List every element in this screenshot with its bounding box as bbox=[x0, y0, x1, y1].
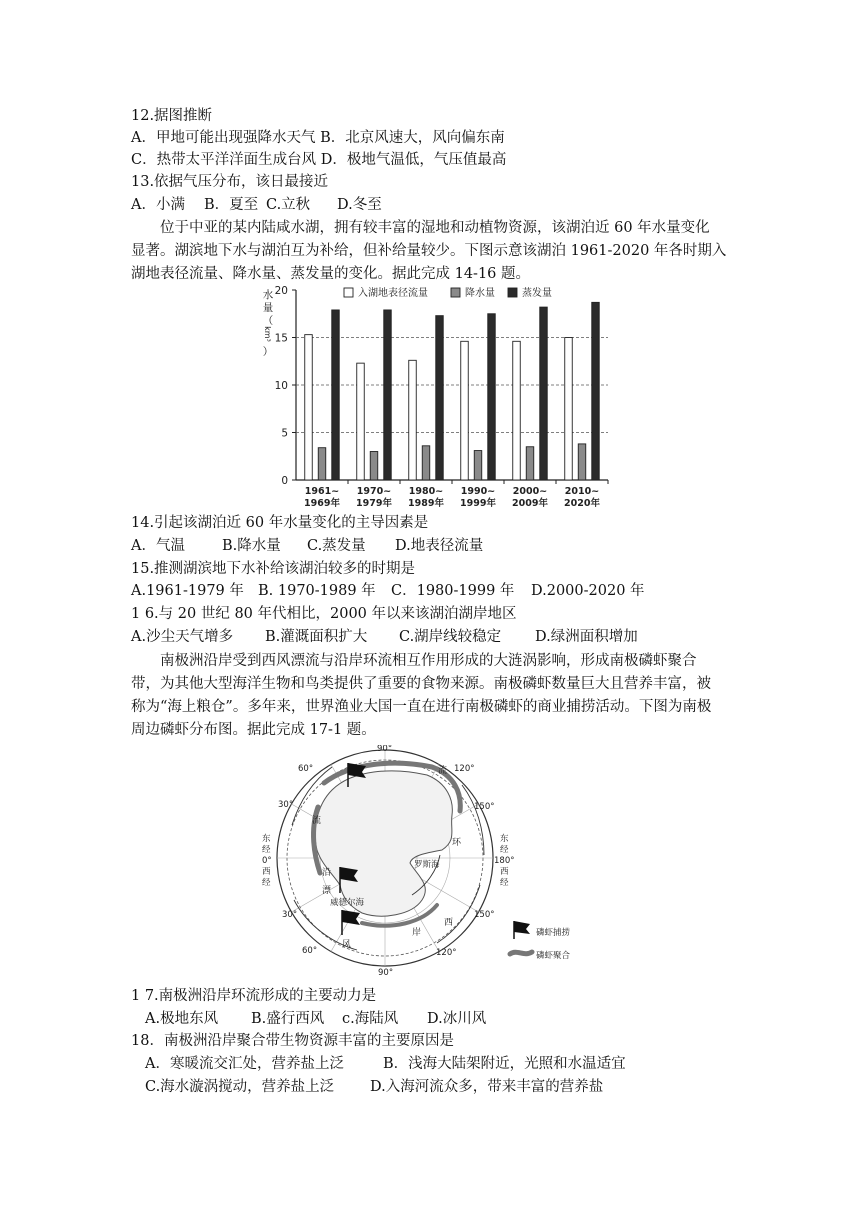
q17-option-c: c.海陆风 bbox=[342, 1011, 399, 1027]
y-tick-label: 10 bbox=[274, 380, 288, 392]
bar-evaporation bbox=[436, 316, 444, 480]
bar-precipitation bbox=[578, 444, 586, 480]
bar-evaporation bbox=[332, 310, 340, 480]
q18-option-a: A．寒暖流交汇处，营养盐上泛 bbox=[145, 1056, 344, 1072]
bar-evaporation bbox=[488, 314, 496, 480]
bar-precipitation bbox=[474, 451, 482, 480]
y-axis-label-char: （ bbox=[262, 315, 274, 327]
q15-option-a: A.1961-1979 年 bbox=[131, 583, 244, 599]
passage1-line2: 显著。湖滨地下水与湖泊互为补给，但补给量较少。下图示意该湖泊 1961-2020 年各时期入 bbox=[131, 243, 727, 259]
bar-runoff bbox=[409, 360, 417, 480]
legend-swatch-0 bbox=[344, 288, 353, 297]
y-tick-label: 0 bbox=[281, 475, 288, 487]
x-tick-label-line2: 2020年 bbox=[564, 498, 600, 509]
q13-stem: 13.依据气压分布，该日最接近 bbox=[131, 174, 329, 190]
label-east-right-2: 经 bbox=[500, 845, 509, 855]
x-tick-label-line2: 1999年 bbox=[460, 498, 496, 509]
legend-catch-label: 磷虾捕捞 bbox=[536, 928, 571, 938]
y-axis-label-char: km³ bbox=[263, 326, 272, 342]
q17-option-a: A.极地东风 bbox=[145, 1011, 219, 1027]
label-180: 180° bbox=[494, 856, 515, 866]
q13-option-c: C.立秋 bbox=[266, 197, 311, 213]
q18-option-d: D.入海河流众多，带来丰富的营养盐 bbox=[370, 1079, 604, 1095]
y-axis-label-char: 量 bbox=[262, 302, 274, 314]
x-tick-label-line1: 1990~ bbox=[460, 486, 496, 497]
q13-option-b: B．夏至 bbox=[204, 197, 259, 213]
q16-option-b: B.灌溉面积扩大 bbox=[265, 629, 368, 645]
q15-option-c: C．1980-1999 年 bbox=[391, 583, 515, 599]
legend-aggregation-label: 磷虾聚合 bbox=[536, 951, 571, 961]
bar-runoff bbox=[305, 335, 313, 480]
q17-option-b: B.盛行西风 bbox=[251, 1011, 325, 1027]
label-zero: 0° bbox=[262, 856, 272, 866]
current-char-6: 环 bbox=[452, 838, 462, 848]
q18-stem: 18．南极洲沿岸聚合带生物资源丰富的主要原因是 bbox=[131, 1033, 454, 1049]
legend-label-2: 蒸发量 bbox=[522, 288, 552, 299]
antarctic-krill-map bbox=[262, 745, 622, 975]
q14-option-d: D.地表径流量 bbox=[395, 538, 484, 554]
label-150-lower-right: 150° bbox=[474, 910, 495, 920]
label-east-right-1: 东 bbox=[500, 834, 509, 844]
y-axis-label-char: ） bbox=[262, 346, 274, 358]
q16-option-c: C.湖岸线较稳定 bbox=[399, 629, 502, 645]
label-east-left-1: 东 bbox=[262, 834, 271, 844]
map-legend bbox=[510, 921, 571, 961]
x-tick-label-line2: 1989年 bbox=[408, 498, 444, 509]
q12-stem: 12.据图推断 bbox=[131, 108, 213, 124]
krill-catch-flag-3 bbox=[342, 910, 360, 935]
current-char-7: 岸 bbox=[412, 928, 422, 938]
passage1-line3: 湖地表径流量、降水量、蒸发量的变化。据此完成 14-16 题。 bbox=[131, 266, 531, 282]
q15-option-b: B. 1970-1989 年 bbox=[258, 583, 376, 599]
current-char-3: 沿 bbox=[322, 868, 332, 878]
current-char-1: 流 bbox=[438, 766, 448, 776]
label-top-90: 90° bbox=[377, 745, 393, 754]
y-tick-label: 5 bbox=[281, 427, 288, 440]
passage1-line1: 位于中亚的某内陆咸水湖，拥有较丰富的湿地和动植物资源，该湖泊近 60 年水量变化 bbox=[160, 220, 710, 236]
label-150-upper-right: 150° bbox=[474, 802, 495, 812]
x-tick-label-line1: 1980~ bbox=[408, 486, 444, 497]
q14-option-a: A．气温 bbox=[131, 538, 185, 554]
q16-option-a: A.沙尘天气增多 bbox=[131, 629, 234, 645]
bar-evaporation bbox=[592, 302, 600, 480]
current-char-5: 风 bbox=[342, 940, 352, 950]
q12-options-line1: A．甲地可能出现强降水天气 B．北京风速大，风向偏东南 bbox=[131, 130, 505, 146]
legend-label-0: 入湖地表径流量 bbox=[358, 288, 428, 299]
q14-option-c: C.蒸发量 bbox=[307, 538, 366, 554]
label-west-left-2: 经 bbox=[262, 878, 271, 888]
q15-option-d: D.2000-2020 年 bbox=[531, 583, 645, 599]
label-30-upper-left: 30° bbox=[278, 800, 294, 810]
bar-precipitation bbox=[526, 447, 534, 480]
label-west-right-1: 西 bbox=[500, 867, 509, 877]
label-60-upper-left: 60° bbox=[298, 764, 314, 774]
bar-evaporation bbox=[540, 307, 548, 480]
label-60-lower-left: 60° bbox=[302, 946, 318, 956]
bar-precipitation bbox=[318, 448, 326, 480]
bar-runoff bbox=[461, 341, 469, 480]
label-west-left-1: 西 bbox=[262, 867, 271, 877]
q16-stem: 1 6.与 20 世纪 80 年代相比，2000 年以来该湖泊湖岸地区 bbox=[131, 606, 517, 622]
label-bottom-90: 90° bbox=[378, 968, 394, 975]
q18-option-c: C.海水漩涡搅动，营养盐上泛 bbox=[145, 1079, 335, 1095]
q18-option-b: B．浅海大陆架附近，光照和水温适宜 bbox=[383, 1056, 626, 1072]
q12-options-line2: C．热带太平洋洋面生成台风 D．极地气温低，气压值最高 bbox=[131, 152, 507, 168]
q14-stem: 14.引起该湖泊近 60 年水量变化的主导因素是 bbox=[131, 515, 429, 531]
bar-precipitation bbox=[370, 452, 378, 481]
label-ross-sea: 罗斯海 bbox=[414, 860, 440, 870]
q16-option-d: D.绿洲面积增加 bbox=[535, 629, 638, 645]
x-tick-label-line2: 1969年 bbox=[304, 498, 340, 509]
antarctica-outline bbox=[315, 771, 452, 916]
x-tick-label-line2: 2009年 bbox=[512, 498, 548, 509]
y-tick-label: 15 bbox=[274, 332, 288, 345]
q15-stem: 15.推测湖滨地下水补给该湖泊较多的时期是 bbox=[131, 561, 416, 577]
label-west-right-2: 经 bbox=[500, 878, 509, 888]
q17-stem: 1 7.南极洲沿岸环流形成的主要动力是 bbox=[131, 988, 377, 1004]
x-tick-label-line1: 1961~ bbox=[304, 486, 340, 497]
passage2-line4: 周边磷虾分布图。据此完成 17-1 题。 bbox=[131, 722, 376, 738]
legend-label-1: 降水量 bbox=[465, 288, 495, 299]
bar-precipitation bbox=[422, 446, 430, 480]
label-weddell-sea: 威德尔海 bbox=[330, 898, 365, 908]
label-east-left-2: 经 bbox=[262, 845, 271, 855]
label-30-lower-left: 30° bbox=[282, 910, 298, 920]
x-tick-label-line2: 1979年 bbox=[356, 498, 392, 509]
current-char-8: 西 bbox=[444, 918, 454, 928]
passage2-line3: 称为“海上粮仓”。多年来，世界渔业大国一直在进行南极磷虾的商业捕捞活动。下图为南极 bbox=[131, 699, 712, 715]
x-tick-label-line1: 2000~ bbox=[512, 486, 548, 497]
legend-swatch-2 bbox=[508, 288, 517, 297]
bar-runoff bbox=[513, 341, 521, 480]
q13-option-d: D.冬至 bbox=[337, 197, 382, 213]
q14-option-b: B.降水量 bbox=[222, 538, 281, 554]
passage2-line2: 带，为其他大型海洋生物和鸟类提供了重要的食物来源。南极磷虾数量巨大且营养丰富，被 bbox=[131, 676, 711, 692]
bar-evaporation bbox=[384, 310, 392, 480]
current-char-4: 漂 bbox=[322, 886, 332, 896]
water-volume-bar-chart bbox=[256, 284, 616, 514]
y-tick-label: 20 bbox=[274, 285, 288, 297]
label-120-upper-right: 120° bbox=[454, 764, 475, 774]
passage2-line1: 南极洲沿岸受到西风漂流与沿岸环流相互作用形成的大涟涡影响，形成南极磷虾聚合 bbox=[160, 653, 697, 669]
legend-swatch-1 bbox=[451, 288, 460, 297]
q17-option-d: D.冰川风 bbox=[427, 1011, 487, 1027]
bar-runoff bbox=[565, 338, 573, 481]
y-axis-label-char: 水 bbox=[262, 289, 274, 301]
x-tick-label-line1: 2010~ bbox=[564, 486, 600, 497]
x-tick-label-line1: 1970~ bbox=[356, 486, 392, 497]
label-120-lower-right: 120° bbox=[436, 948, 457, 958]
current-char-2: 流 bbox=[312, 816, 322, 826]
bar-runoff bbox=[357, 363, 365, 480]
q13-option-a: A．小满 bbox=[131, 197, 185, 213]
